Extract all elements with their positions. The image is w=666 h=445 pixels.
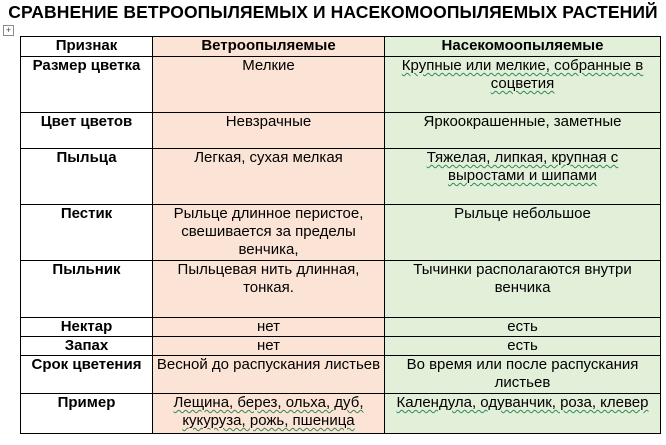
insect-cell[interactable]: Крупные или мелкие, собранные в соцветия [385, 57, 661, 113]
insect-cell[interactable]: Во время или после распускания листьев [385, 356, 661, 394]
header-feature: Признак [21, 37, 153, 57]
table-row [21, 394, 661, 434]
insect-cell[interactable]: Календула, одуванчик, роза, клевер [385, 394, 661, 434]
wind-cell[interactable]: нет [153, 318, 385, 337]
header-wind: Ветроопыляемые [153, 37, 385, 57]
wind-cell[interactable]: нет [153, 337, 385, 356]
wind-cell[interactable]: Легкая, сухая мелкая [153, 149, 385, 205]
feature-cell[interactable]: Пестик [21, 205, 153, 261]
wind-cell[interactable]: Лещина, берез, ольха, дуб, кукуруза, рожь, пшеница [153, 394, 385, 434]
feature-cell[interactable]: Пыльца [21, 149, 153, 205]
feature-cell[interactable]: Пример [21, 394, 153, 434]
table-row [21, 57, 661, 113]
table-row [21, 205, 661, 261]
feature-cell[interactable]: Пыльник [21, 261, 153, 318]
insect-cell[interactable]: Рыльце небольшое [385, 205, 661, 261]
insect-cell[interactable]: Яркоокрашенные, заметные [385, 113, 661, 149]
table-move-handle-icon[interactable]: + [3, 25, 14, 36]
table-row [21, 113, 661, 149]
comparison-table [20, 36, 661, 434]
table-row [21, 337, 661, 356]
feature-cell[interactable]: Цвет цветов [21, 113, 153, 149]
insect-cell[interactable]: Тычинки располагаются внутри венчика [385, 261, 661, 318]
table-header-row [21, 37, 661, 57]
table-row [21, 261, 661, 318]
insect-cell[interactable]: Тяжелая, липкая, крупная с выростами и шипами [385, 149, 661, 205]
wind-cell[interactable]: Невзрачные [153, 113, 385, 149]
table-row [21, 356, 661, 394]
wind-cell[interactable]: Весной до распускания листьев [153, 356, 385, 394]
feature-cell[interactable]: Размер цветка [21, 57, 153, 113]
feature-cell[interactable]: Запах [21, 337, 153, 356]
header-insect: Насекомоопыляемые [385, 37, 661, 57]
feature-cell[interactable]: Нектар [21, 318, 153, 337]
table-row [21, 318, 661, 337]
wind-cell[interactable]: Рыльце длинное перистое, свешивается за пределы венчика, [153, 205, 385, 261]
insect-cell[interactable]: есть [385, 337, 661, 356]
feature-cell[interactable]: Срок цветения [21, 356, 153, 394]
table-row [21, 149, 661, 205]
wind-cell[interactable]: Мелкие [153, 57, 385, 113]
insect-cell[interactable]: есть [385, 318, 661, 337]
wind-cell[interactable]: Пыльцевая нить длинная, тонкая. [153, 261, 385, 318]
document-title: СРАВНЕНИЕ ВЕТРООПЫЛЯЕМЫХ И НАСЕКОМООПЫЛЯЕМЫХ РАСТЕНИЙ [8, 2, 658, 22]
